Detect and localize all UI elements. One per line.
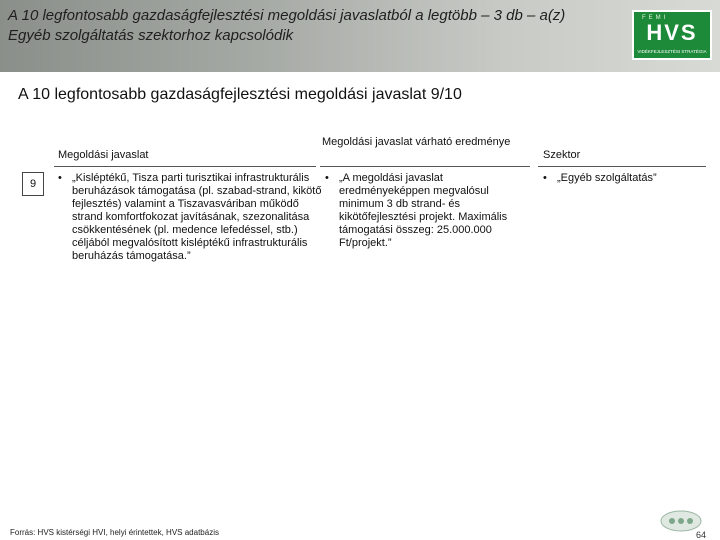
row-number: 9 xyxy=(22,172,44,196)
header-rule-2 xyxy=(320,166,530,167)
column-header-szektor: Szektor xyxy=(543,149,581,161)
column-header-javaslat: Megoldási javaslat xyxy=(58,149,149,161)
column-header-eredmeny: Megoldási javaslat várható eredménye xyxy=(322,136,511,148)
javaslat-text: „Kisléptékű, Tisza parti turisztikai infrastrukturális beruházások támogatása (pl. szabad-strand, kikötő fejlesztés) valamint a Tiszavasváriban működő strand komfortfokozat javításának, szezonalitása csökkentésének (pl. medence lefedéssel, stb.) céljából megvalósított kisléptékű infrastrukturális beruházás támogatása.” xyxy=(72,172,322,262)
footer-emblem-icon xyxy=(660,510,702,532)
source-note: Forrás: HVS kistérségi HVI, helyi érintettek, HVS adatbázis xyxy=(10,528,219,537)
bullet: • xyxy=(325,172,329,184)
logo-top-text: FEMI xyxy=(642,15,669,21)
page-subtitle: A 10 legfontosabb gazdaságfejlesztési megoldási javaslat 9/10 xyxy=(18,86,462,103)
bullet: • xyxy=(543,172,547,184)
page-number: 64 xyxy=(696,530,707,540)
header-title: A 10 legfontosabb gazdaságfejlesztési megoldási javaslatból a legtöbb – 3 db – a(z) Egyéb szolgáltatás szektorhoz kapcsolódik xyxy=(8,7,566,44)
logo-subtitle: VIDÉKFEJLESZTÉSI STRATÉGIA xyxy=(637,49,707,54)
bullet: • xyxy=(58,172,62,184)
logo-letters: HVS xyxy=(646,20,698,45)
hvs-logo xyxy=(632,10,712,60)
header-banner xyxy=(0,0,720,72)
header-rule-3 xyxy=(538,166,706,167)
header-rule-1 xyxy=(54,166,316,167)
eredmeny-text: „A megoldási javaslat eredményeképpen megvalósul minimum 3 db strand- és kikötőfejlesztési projekt. Maximális támogatási összeg: 25.000.000 Ft/projekt.” xyxy=(339,172,508,249)
szektor-text: „Egyéb szolgáltatás” xyxy=(557,172,657,184)
